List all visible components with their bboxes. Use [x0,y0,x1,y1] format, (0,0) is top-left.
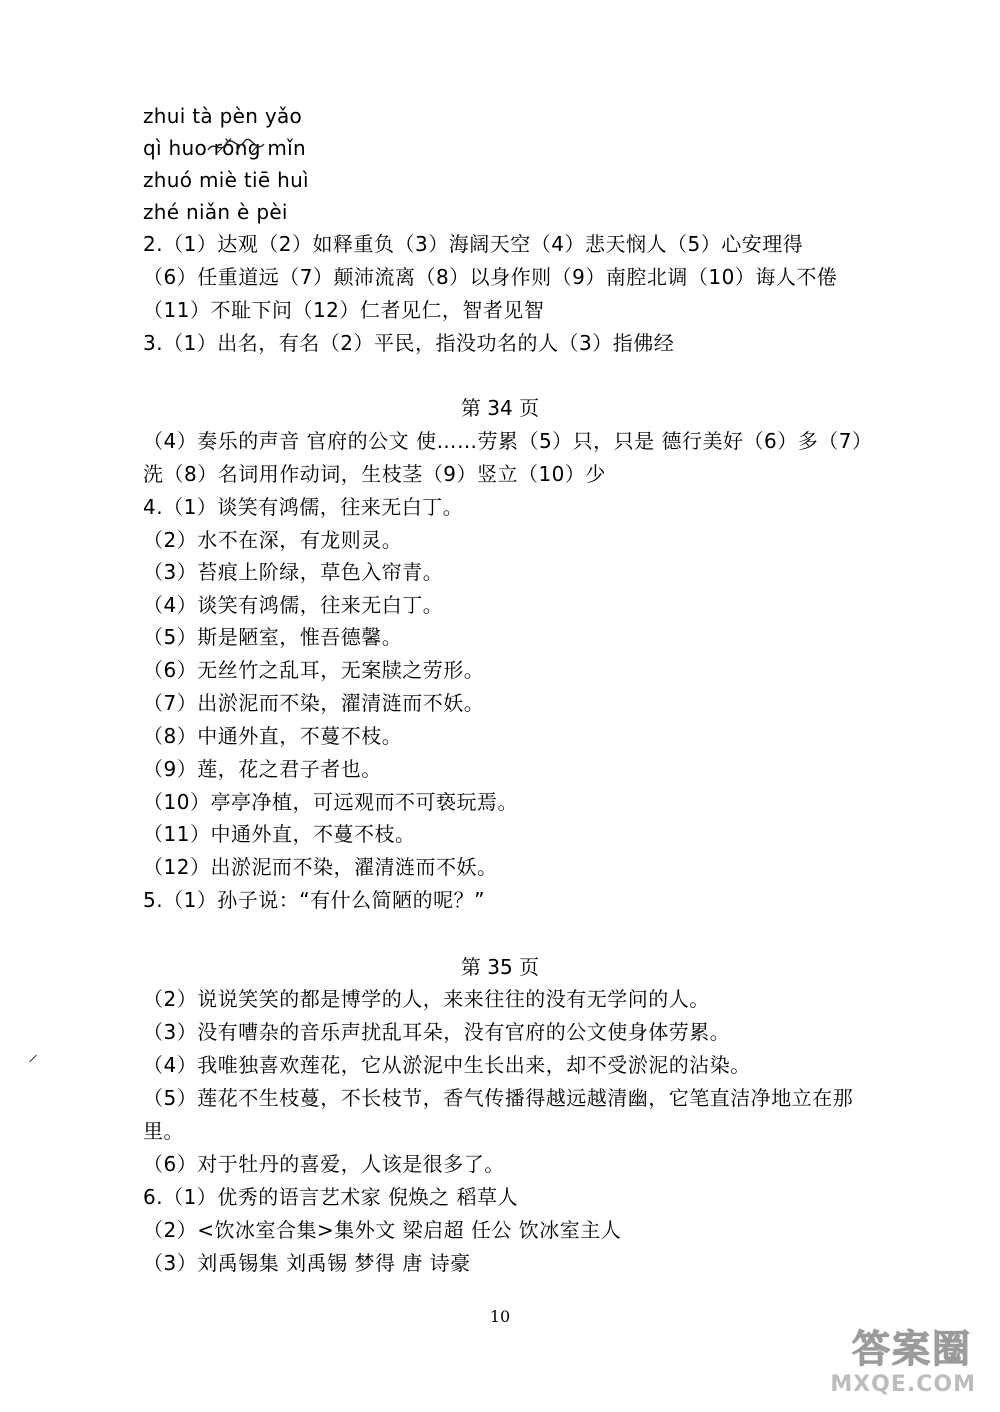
answer-line: 6.（1）优秀的语言艺术家 倪焕之 稻草人 [143,1185,519,1209]
pinyin-line: zhui tà pèn yǎo [143,104,303,128]
stray-pen-mark [29,1055,37,1063]
answer-line: （6）任重道远（7）颠沛流离（8）以身作则（9）南腔北调（10）诲人不倦 [143,265,838,289]
answer-line: （3）没有嘈杂的音乐声扰乱耳朵，没有官府的公文使身体劳累。 [143,1020,731,1044]
answer-line: （4）谈笑有鸿儒，往来无白丁。 [143,593,444,617]
answer-line: 2.（1）达观（2）如释重负（3）海阔天空（4）悲天悯人（5）心安理得 [143,232,804,256]
answer-line: （12）出淤泥而不染，濯清涟而不妖。 [143,855,498,879]
watermark-domain: MXQE.COM [830,1372,976,1397]
site-watermark-logo [800,1328,980,1398]
answer-line: 里。 [143,1119,184,1143]
answer-line: （6）无丝竹之乱耳，无案牍之劳形。 [143,658,485,682]
answer-line: （8）中通外直，不蔓不枝。 [143,724,403,748]
answer-line: （3）刘禹锡集 刘禹锡 梦得 唐 诗豪 [143,1251,471,1275]
answer-line: （5）斯是陋室，惟吾德馨。 [143,625,403,649]
answer-line: （4）我唯独喜欢莲花，它从淤泥中生长出来，却不受淤泥的沾染。 [143,1053,751,1077]
answer-line: 洗（8）名词用作动词，生枝茎（9）竖立（10）少 [143,462,606,486]
section-heading-page-34: 第 34 页 [460,396,540,420]
answer-line: （5）莲花不生枝蔓，不长枝节，香气传播得越远越清幽，它笔直洁净地立在那 [143,1086,854,1110]
page-number: 10 [489,1307,511,1326]
section-heading-page-35: 第 35 页 [460,955,540,979]
answer-line: （3）苔痕上阶绿，草色入帘青。 [143,560,444,584]
answer-line: （7）出淤泥而不染，濯清涟而不妖。 [143,691,485,715]
answer-line: （10）亭亭净植，可远观而不可亵玩焉。 [143,790,518,814]
answer-line: 3.（1）出名，有名（2）平民，指没功名的人（3）指佛经 [143,331,675,355]
answer-line: （2）说说笑笑的都是博学的人，来来往往的没有无学问的人。 [143,987,710,1011]
watermark-title: 答案圈 [851,1327,972,1371]
pinyin-line: zhuó miè tiē huì [143,168,309,192]
answer-line: （11）不耻下问（12）仁者见仁，智者见智 [143,298,545,322]
handwritten-scribble-mark [206,136,268,158]
answer-line: 5.（1）孙子说：“有什么简陋的呢？” [143,888,486,912]
answer-line: （2）水不在深，有龙则灵。 [143,528,403,552]
answer-line: （9）莲，花之君子者也。 [143,757,382,781]
answer-line: 4.（1）谈笑有鸿儒，往来无白丁。 [143,495,464,519]
pinyin-line: qì huo rǒng mǐn [143,136,306,160]
answer-line: （2）<饮冰室合集>集外文 梁启超 任公 饮冰室主人 [143,1218,622,1242]
answer-line: （11）中通外直，不蔓不枝。 [143,822,416,846]
answer-line: （6）对于牡丹的喜爱，人该是很多了。 [143,1152,505,1176]
pinyin-line: zhé niǎn è pèi [143,200,288,224]
answer-line: （4）奏乐的声音 官府的公文 使……劳累（5）只，只是 德行美好（6）多（7） [143,429,873,453]
